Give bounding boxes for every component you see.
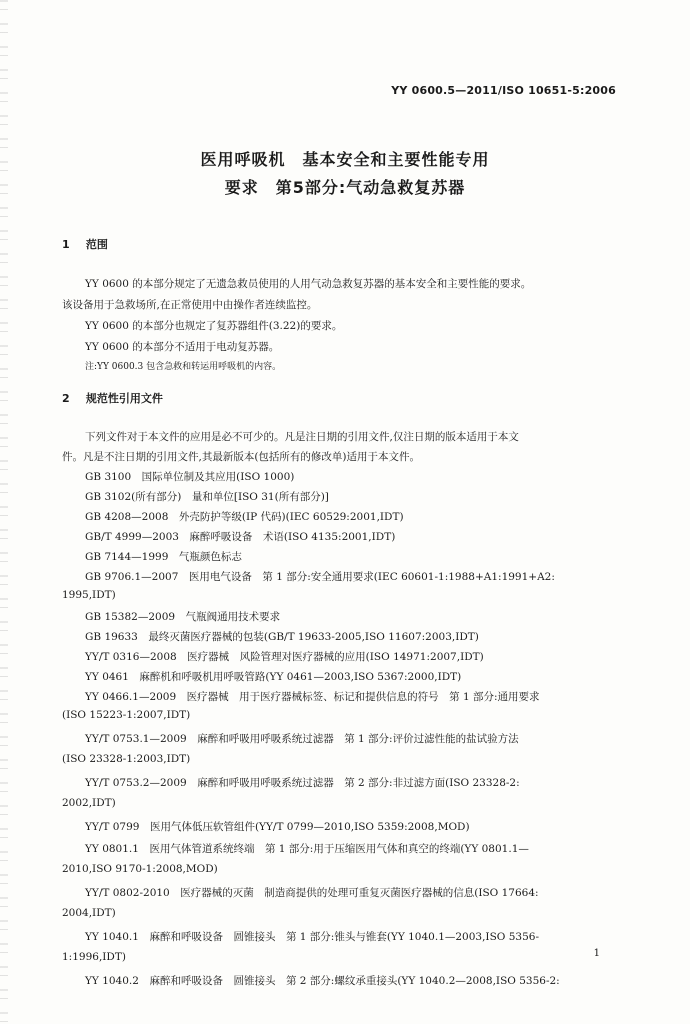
reference-item: YY 0801.1 医用气体管道系统终端 第 1 部分:用于压缩医用气体和真空的终端(YY 0801.1—: [85, 843, 529, 855]
reference-item: YY 0461 麻醉机和呼吸机用呼吸管路(YY 0461—2003,ISO 5367:2000,IDT): [85, 671, 462, 683]
document-title-line-2: 要求 第5部分:气动急救复苏器: [224, 178, 466, 197]
reference-item: GB 7144—1999 气瓶颜色标志: [85, 551, 242, 563]
reference-item-continuation: 1995,IDT): [62, 589, 116, 601]
reference-item: GB 3100 国际单位制及其应用(ISO 1000): [85, 471, 295, 483]
reference-item: GB 19633 最终灭菌医疗器械的包装(GB/T 19633-2005,ISO 11607:2003,IDT): [85, 631, 479, 643]
section-2-title: 规范性引用文件: [85, 392, 163, 405]
reference-item: YY/T 0802-2010 医疗器械的灭菌 制造商提供的处理可重复灭菌医疗器械的信息(ISO 17664:: [85, 887, 539, 899]
reference-item: YY 1040.2 麻醉和呼吸设备 圆锥接头 第 2 部分:螺纹承重接头(YY 1040.2—2008,ISO 5356-2:: [85, 975, 560, 987]
reference-item-continuation: 2004,IDT): [62, 907, 116, 919]
reference-item: YY 0466.1—2009 医疗器械 用于医疗器械标签、标记和提供信息的符号 第 1 部分:通用要求: [85, 691, 540, 703]
document-title-line-1: 医用呼吸机 基本安全和主要性能专用: [200, 150, 490, 169]
reference-item: YY 1040.1 麻醉和呼吸设备 圆锥接头 第 1 部分:锥头与锥套(YY 1040.1—2003,ISO 5356-: [85, 931, 539, 943]
section-1-number: 1: [62, 238, 70, 251]
section-1-line: 该设备用于急救场所,在正常使用中由操作者连续监控。: [62, 299, 318, 311]
reference-item: GB 4208—2008 外壳防护等级(IP 代码)(IEC 60529:2001,IDT): [85, 511, 404, 523]
reference-item-continuation: 2010,ISO 9170-1:2008,MOD): [62, 863, 218, 875]
section-1-heading: [62, 236, 108, 252]
reference-item: GB/T 4999—2003 麻醉呼吸设备 术语(ISO 4135:2001,IDT): [85, 531, 396, 543]
standard-code-header: YY 0600.5—2011/ISO 10651-5:2006: [391, 84, 616, 97]
reference-item: GB 9706.1—2007 医用电气设备 第 1 部分:安全通用要求(IEC 60601-1:1988+A1:1991+A2:: [85, 571, 555, 583]
reference-item: GB 3102(所有部分) 量和单位[ISO 31(所有部分)]: [85, 491, 329, 503]
reference-item-continuation: 1:1996,IDT): [62, 951, 126, 963]
section-2-intro-line: 下列文件对于本文件的应用是必不可少的。凡是注日期的引用文件,仅注日期的版本适用于本文: [85, 431, 519, 443]
reference-item-continuation: (ISO 23328-1:2003,IDT): [62, 753, 191, 765]
reference-item: YY/T 0753.2—2009 麻醉和呼吸用呼吸系统过滤器 第 2 部分:非过滤方面(ISO 23328-2:: [85, 777, 520, 789]
section-1-line: YY 0600 的本部分规定了无遗急救员使用的人用气动急救复苏器的基本安全和主要性能的要求。: [85, 278, 532, 290]
reference-item: YY/T 0799 医用气体低压软管组件(YY/T 0799—2010,ISO 5359:2008,MOD): [85, 821, 470, 833]
section-2-number: 2: [62, 392, 70, 405]
page-number: 1: [593, 948, 600, 959]
reference-item-continuation: (ISO 15223-1:2007,IDT): [62, 709, 191, 721]
section-1-note: 注:YY 0600.3 包含急救和转运用呼吸机的内容。: [85, 362, 282, 372]
section-2-intro-line: 件。凡是不注日期的引用文件,其最新版本(包括所有的修改单)适用于本文件。: [62, 451, 421, 463]
section-1-line: YY 0600 的本部分也规定了复苏器组件(3.22)的要求。: [85, 320, 343, 332]
reference-item: YY/T 0753.1—2009 麻醉和呼吸用呼吸系统过滤器 第 1 部分:评价过滤性能的盐试验方法: [85, 733, 519, 745]
section-1-line: YY 0600 的本部分不适用于电动复苏器。: [85, 341, 280, 353]
section-1-title: 范围: [85, 238, 108, 251]
reference-item-continuation: 2002,IDT): [62, 797, 116, 809]
reference-item: GB 15382—2009 气瓶阀通用技术要求: [85, 611, 281, 623]
section-2-heading: [62, 390, 163, 406]
reference-item: YY/T 0316—2008 医疗器械 风险管理对医疗器械的应用(ISO 14971:2007,IDT): [85, 651, 484, 663]
